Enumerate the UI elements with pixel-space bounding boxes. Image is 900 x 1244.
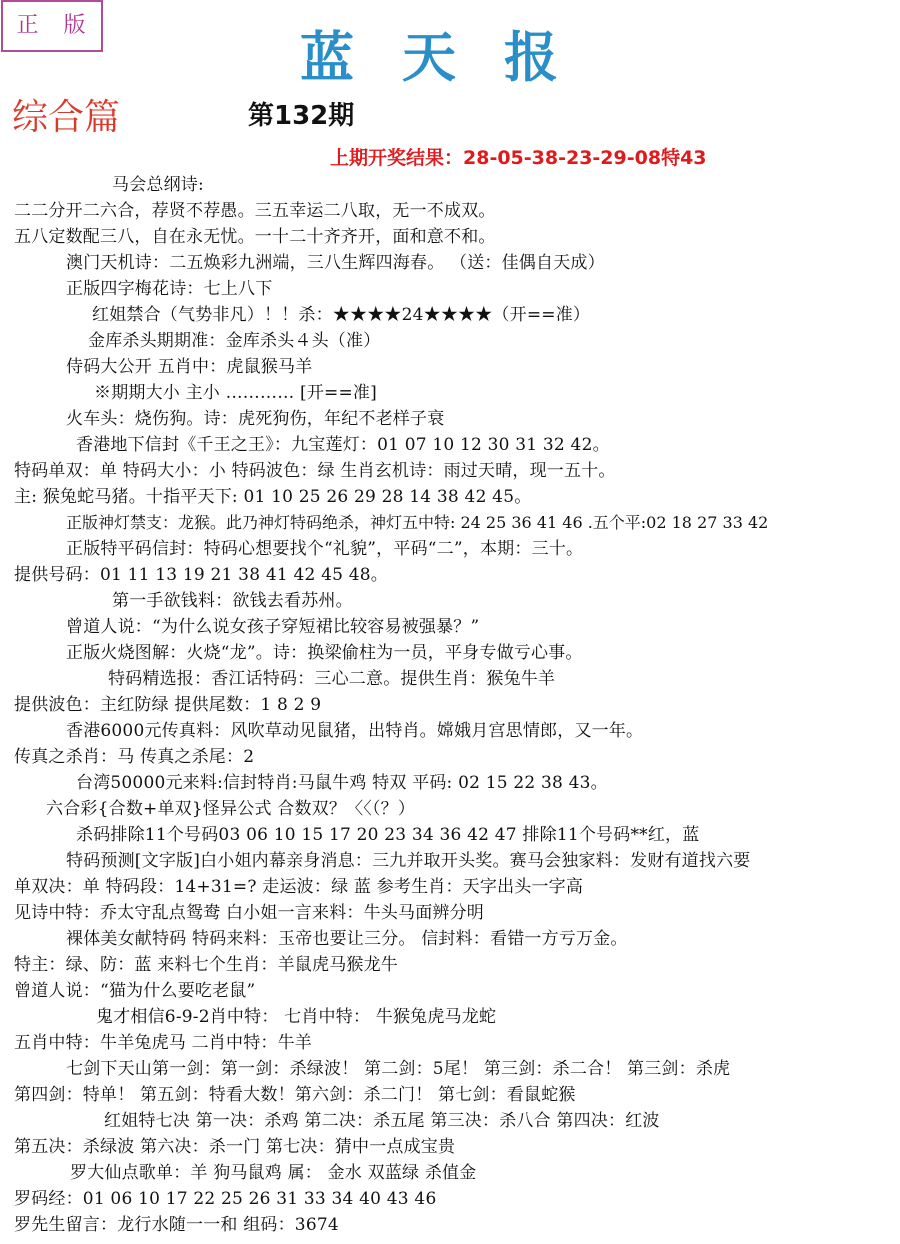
text-line: 传真之杀肖：马 传真之杀尾：2 — [14, 747, 255, 767]
last-draw-result: 上期开奖结果：28-05-38-23-29-08特43 — [330, 147, 707, 169]
text-line: 杀码排除11个号码03 06 10 15 17 20 23 34 36 42 47 排除11个号码**红，蓝 — [76, 825, 700, 845]
text-line: 曾道人说：“为什么说女孩子穿短裙比较容易被强暴？” — [66, 617, 480, 637]
text-line: 五八定数配三八，自在永无忧。一十二十齐齐开，面和意不和。 — [14, 227, 496, 247]
text-line: 火车头：烧伤狗。诗：虎死狗伤，年纪不老样子衰 — [66, 409, 445, 429]
text-line: 正版火烧图解：火烧“龙”。诗：换梁偷柱为一员，平身专做亏心事。 — [66, 643, 583, 663]
text-line: 提供波色：主红防绿 提供尾数：1 8 2 9 — [14, 695, 322, 715]
text-line: 香港地下信封《千王之王》：九宝莲灯：01 07 10 12 30 31 32 42。 — [76, 435, 610, 455]
text-line: 曾道人说：“猫为什么要吃老鼠” — [14, 981, 256, 1001]
text-line: 红姐禁合（气势非凡）！！杀：★★★★24★★★★（开==准） — [92, 305, 591, 325]
text-line: 五肖中特：牛羊兔虎马 二肖中特：牛羊 — [14, 1033, 313, 1053]
text-line: 罗先生留言：龙行水随一一和 组码：3674 — [14, 1215, 339, 1235]
text-line: 马会总纲诗: — [112, 175, 204, 195]
text-line: 第四剑：特单！ 第五剑：特看大数！第六剑：杀二门！ 第七剑：看鼠蛇猴 — [14, 1085, 576, 1105]
section-title: 综合篇 — [12, 97, 121, 138]
masthead-title: 蓝天报 — [300, 25, 606, 89]
text-line: 特码预测[文字版]白小姐内幕亲身消息：三九并取开头奖。赛马会独家料：发财有道找六要 — [66, 851, 751, 871]
text-line: 第一手欲钱料：欲钱去看苏州。 — [112, 591, 353, 611]
text-line: 金库杀头期期准：金库杀头４头（准） — [88, 331, 381, 351]
text-line: 裸体美女献特码 特码来料：玉帝也要让三分。 信封料：看错一方亏万金。 — [66, 929, 628, 949]
text-line: 红姐特七决 第一决：杀鸡 第二决：杀五尾 第三决：杀八合 第四决：红波 — [104, 1111, 660, 1131]
text-line: 单双决：单 特码段：14+31=? 走运波：绿 蓝 参考生肖：天字出头一字高 — [14, 877, 584, 897]
text-line: 侍码大公开 五肖中：虎鼠猴马羊 — [66, 357, 313, 377]
text-line: ※期期大小 主小 ………… [开==准] — [94, 383, 377, 403]
text-line: 六合彩{合数+单双}怪异公式 合数双？〈〈（？） — [46, 799, 416, 819]
text-line: 七剑下天山第一剑：第一剑：杀绿波！ 第二剑：5尾！ 第三剑：杀二合！ 第三剑：杀虎 — [66, 1059, 731, 1079]
text-line: 罗大仙点歌单：羊 狗马鼠鸡 属： 金水 双蓝绿 杀值金 — [70, 1163, 477, 1183]
text-line: 特主：绿、防：蓝 来料七个生肖：羊鼠虎马猴龙牛 — [14, 955, 399, 975]
text-line: 特码单双：单 特码大小：小 特码波色：绿 生肖玄机诗：雨过天晴，现一五十。 — [14, 461, 616, 481]
text-line: 提供号码：01 11 13 19 21 38 41 42 45 48。 — [14, 565, 388, 585]
text-line: 正版神灯禁支：龙猴。此乃神灯特码绝杀，神灯五中特: 24 25 36 41 46 .五个平:02 18 27 33 42 — [66, 513, 769, 532]
text-line: 正版四字梅花诗：七上八下 — [66, 279, 273, 299]
text-line: 特码精选报：香江话特码：三心二意。提供生肖：猴兔牛羊 — [108, 669, 556, 689]
issue-number: 第132期 — [248, 101, 355, 131]
text-line: 二二分开二六合，荐贤不荐愚。三五幸运二八取，无一不成双。 — [14, 201, 496, 221]
text-line: 见诗中特：乔太守乱点鸳鸯 白小姐一言来料：牛头马面辨分明 — [14, 903, 485, 923]
text-line: 台湾50000元来料:信封特肖:马鼠牛鸡 特双 平码: 02 15 22 38 43。 — [76, 773, 608, 793]
text-line: 鬼才相信6-9-2肖中特： 七肖中特： 牛猴兔虎马龙蛇 — [96, 1007, 497, 1027]
text-line: 香港6000元传真料：风吹草动见鼠猪，出特肖。嫦娥月宫思情郎，又一年。 — [66, 721, 644, 741]
text-line: 正版特平码信封：特码心想要找个“礼貌”，平码“二”，本期：三十。 — [66, 539, 584, 559]
edition-badge: 正 版 — [1, 0, 103, 52]
text-line: 澳门天机诗：二五焕彩九洲端，三八生辉四海春。 （送：佳偶自天成） — [66, 253, 605, 273]
text-line: 第五决：杀绿波 第六决：杀一门 第七决：猜中一点成宝贵 — [14, 1137, 456, 1157]
text-line: 主: 猴兔蛇马猪。十指平天下: 01 10 25 26 29 28 14 38 42 45。 — [14, 487, 532, 507]
text-line: 罗码经：01 06 10 17 22 25 26 31 33 34 40 43 46 — [14, 1189, 437, 1209]
